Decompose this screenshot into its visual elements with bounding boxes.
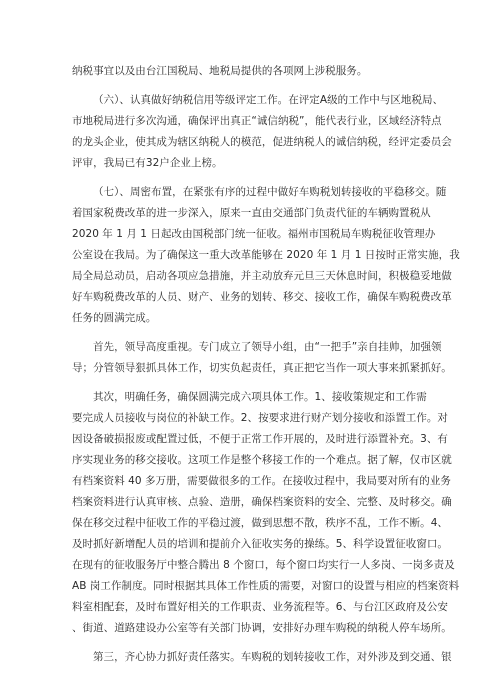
text-line: 公室设在我局。为了确保这一重大改革能够在 2020 年 1 月 1 日按时正常实施，我 — [72, 249, 460, 261]
text-line: 档案资料进行认真审核、点验、造册，确保档案资料的安全、完整、及时移交。确 — [72, 496, 452, 508]
text-line: 及时抓好新增配人员的培训和提前介入征收实务的操练。5、科学设置征收窗口。 — [72, 538, 448, 550]
text-line: 在现有的征收服务厅中整合腾出 8 个窗口，每个窗口均实行一人多岗、一岗多责及 — [72, 559, 455, 571]
text-line: 着国家税费改革的进一步深入，原来一直由交通部门负责代征的车辆购置税从 — [72, 207, 431, 219]
document-page — [72, 61, 460, 676]
text-line: 要完成人员接收与岗位的补缺工作。2、按要求进行财产划分接收和添置工作。对 — [72, 412, 448, 424]
text-line: 好车购税费改革的人员、财产、业务的划转、移交、接收工作，确保车购税费改革 — [72, 291, 452, 303]
text-line: 、街道、道路建设办公室等有关部门协调，安排好办理车购税的纳税人停车场所。 — [72, 622, 452, 634]
text-line: 局全局总动员，启动各项应急措施，并主动放弃元旦三天休息时间，积极稳妥地做 — [72, 270, 452, 282]
text-line: 有档案资料 40 多万册，需要做很多的工作。在接收过程中，我局要对所有的业务 — [72, 475, 451, 487]
text-line: 的龙头企业，使其成为辖区纳税人的模范，促进纳税人的诚信纳税，经评定委员会 — [72, 136, 452, 148]
paragraph-vehicle-tax-transfer — [72, 182, 460, 329]
text-line: 导；分管领导狠抓具体工作，切实负起责任，真正把它当作一项大事来抓紧抓好。 — [72, 362, 452, 374]
text-line: 料室相配套，及时布置好相关的工作职责、业务流程等。6、与台江区政府及公安 — [72, 601, 448, 613]
text-line: 保在移交过程中征收工作的平稳过渡，做到思想不散，秩序不乱，工作不断。4、 — [72, 517, 448, 529]
text-line: 序实现业务的移交接收。这项工作是整个移接工作的一个难点。据了解，仅市区就 — [72, 454, 452, 466]
paragraph-credit-rating — [72, 90, 452, 174]
text-line: AB 岗工作制度。同时根据其具体工作性质的需要，对窗口的设置与相应的档案资料 — [72, 580, 460, 592]
text-line: 纳税事宜以及由台江国税局、地税局提供的各项网上涉税服务。 — [72, 65, 368, 77]
text-line: 2020 年 1 月 1 日起改由国税部门统一征收。福州市国税局车购税征收管理办 — [72, 228, 436, 240]
text-line: 市地税局进行多次沟通，确保评出真正“诚信纳税”，能代表行业，区域经济特点 — [72, 115, 442, 127]
text-line: 评审，我局已有32户企业上榜。 — [72, 157, 223, 169]
text-line: 第三，齐心协力抓好责任落实。车购税的划转接收工作，对外涉及到交通、银 — [93, 651, 452, 663]
text-line: （七）、周密布置，在紧张有序的过程中做好车购税划转接收的平稳移交。随 — [93, 186, 447, 198]
text-line: 任务的圆满完成。 — [72, 312, 157, 324]
paragraph-six-tasks — [72, 387, 460, 639]
paragraph-responsibility — [72, 647, 452, 668]
text-line: 因设备破损报废或配置过低，不便于正常工作开展的，及时进行添置补充。3、有 — [72, 433, 448, 445]
text-line: 首先，领导高度重视。专门成立了领导小组，由“一把手”亲自挂帅，加强领 — [93, 341, 442, 353]
paragraph-leadership — [72, 337, 452, 379]
paragraph-tax-services — [72, 61, 432, 82]
text-line: 其次，明确任务，确保圆满完成六项具体工作。1、接收策规定和工作需 — [93, 391, 427, 403]
text-line: （六）、认真做好纳税信用等级评定工作。在评定A级的工作中与区地税局、 — [93, 94, 444, 106]
